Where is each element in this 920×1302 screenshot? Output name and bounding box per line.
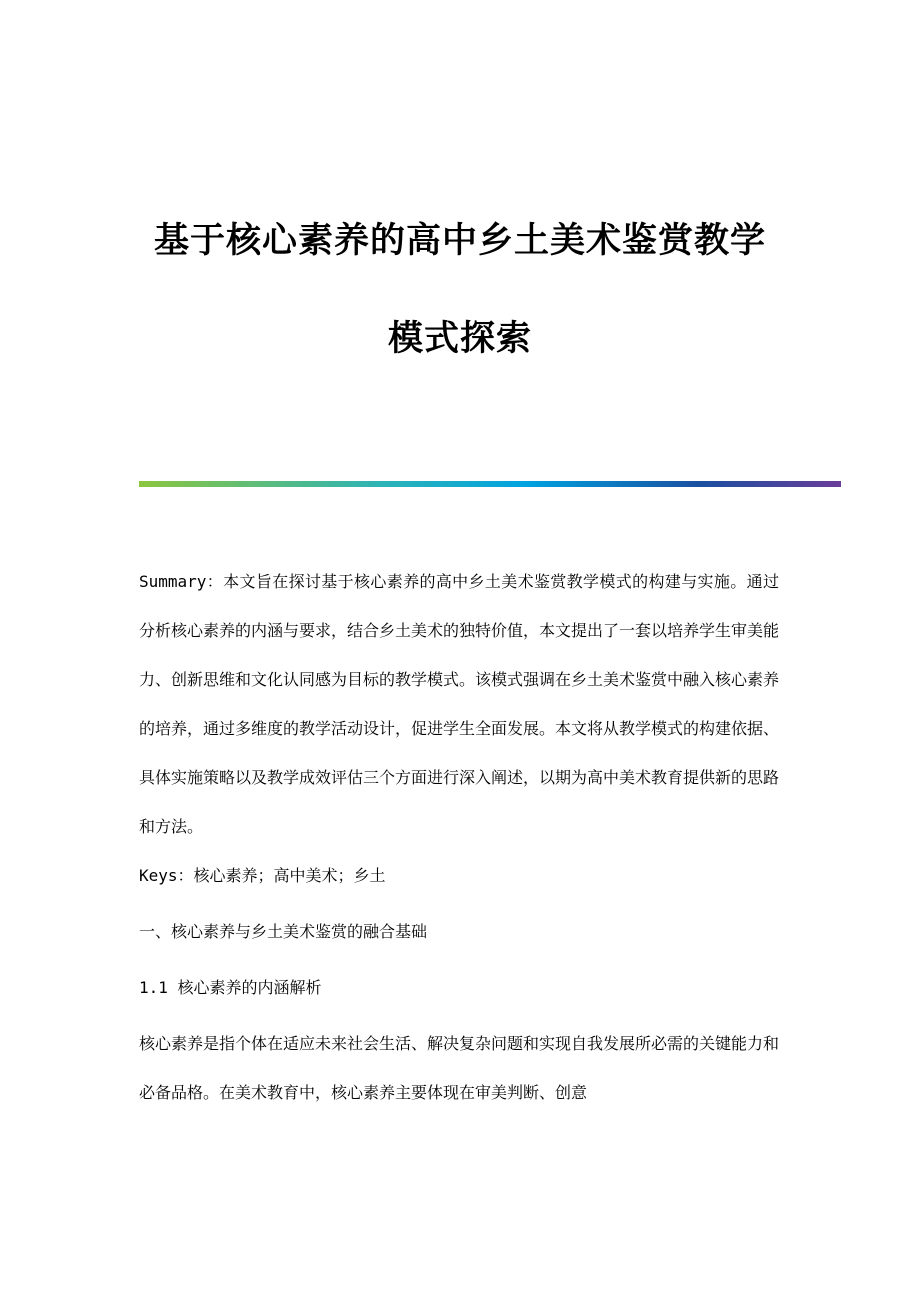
section-heading: 一、核心素养与乡土美术鉴赏的融合基础 — [139, 922, 428, 941]
summary-paragraph: Summary：本文旨在探讨基于核心素养的高中乡土美术鉴赏教学模式的构建与实施。通过分析核心素养的内涵与要求，结合乡土美术的独特价值，本文提出了一套以培养学生审美能力、创新思维和文化认同感为目标的教学模式。该模式强调在乡土美术鉴赏中融入核心素养的培养，通过多维度的教学活动设计，促进学生全面发展。本文将从教学模式的构建依据、具体实施策略以及教学成效评估三个方面进行深入阐述，以期为高中美术教育提供新的思路和方法。 — [139, 572, 780, 836]
document-title-line-2: 模式探索 — [387, 318, 532, 359]
document-title-line-1: 基于核心素养的高中乡土美术鉴赏教学 — [153, 220, 766, 261]
gradient-divider — [139, 481, 841, 487]
subsection-heading: 1.1 核心素养的内涵解析 — [139, 978, 322, 997]
keywords-line: Keys：核心素养；高中美术；乡土 — [139, 866, 386, 885]
body-paragraph: 核心素养是指个体在适应未来社会生活、解决复杂问题和实现自我发展所必需的关键能力和必备品格。在美术教育中，核心素养主要体现在审美判断、创意 — [139, 1034, 780, 1102]
